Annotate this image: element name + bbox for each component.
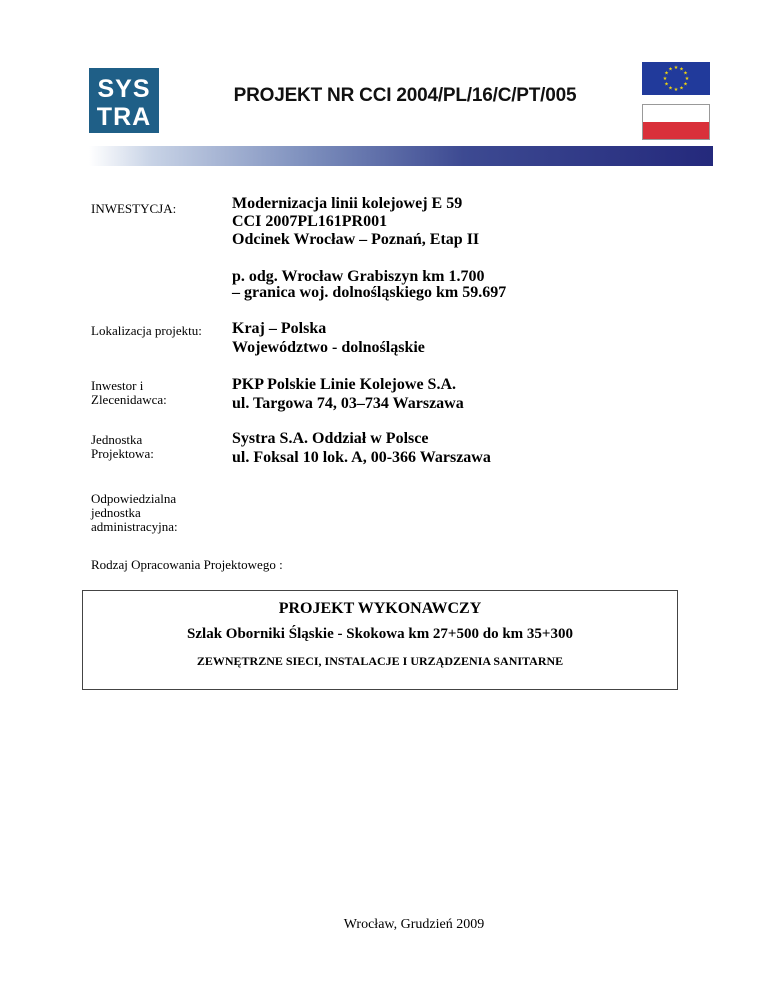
logo-text-top: SYS <box>97 75 151 103</box>
section-range-line-2: – granica woj. dolnośląskiego km 59.697 <box>232 284 507 301</box>
jednostka-label-1: Jednostka <box>91 432 143 447</box>
systra-logo <box>89 68 159 133</box>
eu-star-icon: ★ <box>664 71 669 77</box>
eu-star-icon: ★ <box>683 82 688 88</box>
poland-flag <box>642 104 710 140</box>
eu-star-icon: ★ <box>668 67 673 73</box>
inwestycja-line-1: Modernizacja linii kolejowej E 59 <box>232 195 463 212</box>
eu-stars-icon <box>642 62 710 95</box>
odpowiedzialna-label-1: Odpowiedzialna <box>91 491 177 506</box>
eu-star-icon: ★ <box>664 82 669 88</box>
box-title: PROJEKT WYKONAWCZY <box>278 600 482 617</box>
logo-text-bottom: TRA <box>96 103 152 131</box>
place-date: Wrocław, Grudzień 2009 <box>343 917 485 932</box>
inwestycja-label: INWESTYCJA: <box>91 201 177 216</box>
inwestor-line-2: ul. Targowa 74, 03–734 Warszawa <box>232 395 464 412</box>
lokalizacja-line-2: Województwo - dolnośląskie <box>232 339 425 356</box>
jednostka-label-2: Projektowa: <box>91 446 154 461</box>
eu-star-icon: ★ <box>684 77 690 83</box>
inwestor-line-1: PKP Polskie Linie Kolejowe S.A. <box>232 376 456 393</box>
flag-white-stripe <box>643 105 709 122</box>
odpowiedzialna-label-2: jednostka <box>91 505 141 520</box>
eu-star-icon: ★ <box>673 88 679 94</box>
inwestor-label-2: Zlecenidawca: <box>91 392 167 407</box>
eu-star-icon: ★ <box>683 71 688 77</box>
lokalizacja-label: Lokalizacja projektu: <box>91 323 202 338</box>
eu-star-icon: ★ <box>679 67 684 73</box>
jednostka-line-2: ul. Foksal 10 lok. A, 00-366 Warszawa <box>232 449 491 466</box>
eu-flag <box>642 62 710 95</box>
section-range-line-1: p. odg. Wrocław Grabiszyn km 1.700 <box>232 268 485 285</box>
lokalizacja-line-1: Kraj – Polska <box>232 320 327 337</box>
eu-star-icon: ★ <box>662 77 668 83</box>
header-gradient-band <box>89 146 713 166</box>
inwestycja-line-2: CCI 2007PL161PR001 <box>232 213 388 230</box>
inwestor-label-1: Inwestor i <box>91 378 144 393</box>
inwestycja-line-3: Odcinek Wrocław – Poznań, Etap II <box>232 231 480 248</box>
flag-red-stripe <box>643 122 709 139</box>
systra-logo-mark <box>89 68 159 133</box>
box-section: Szlak Oborniki Śląskie - Skokowa km 27+500 do km 35+300 <box>187 626 573 642</box>
project-type-box <box>82 590 678 690</box>
eu-star-icon: ★ <box>673 66 679 72</box>
eu-star-icon: ★ <box>679 86 684 92</box>
project-title: PROJEKT NR CCI 2004/PL/16/C/PT/005 <box>233 85 577 106</box>
eu-star-icon: ★ <box>668 86 673 92</box>
rodzaj-label: Rodzaj Opracowania Projektowego : <box>91 557 283 572</box>
box-discipline: ZEWNĘTRZNE SIECI, INSTALACJE I URZĄDZENIA SANITARNE <box>196 654 564 668</box>
jednostka-line-1: Systra S.A. Oddział w Polsce <box>232 430 429 447</box>
odpowiedzialna-label-3: administracyjna: <box>91 519 178 534</box>
